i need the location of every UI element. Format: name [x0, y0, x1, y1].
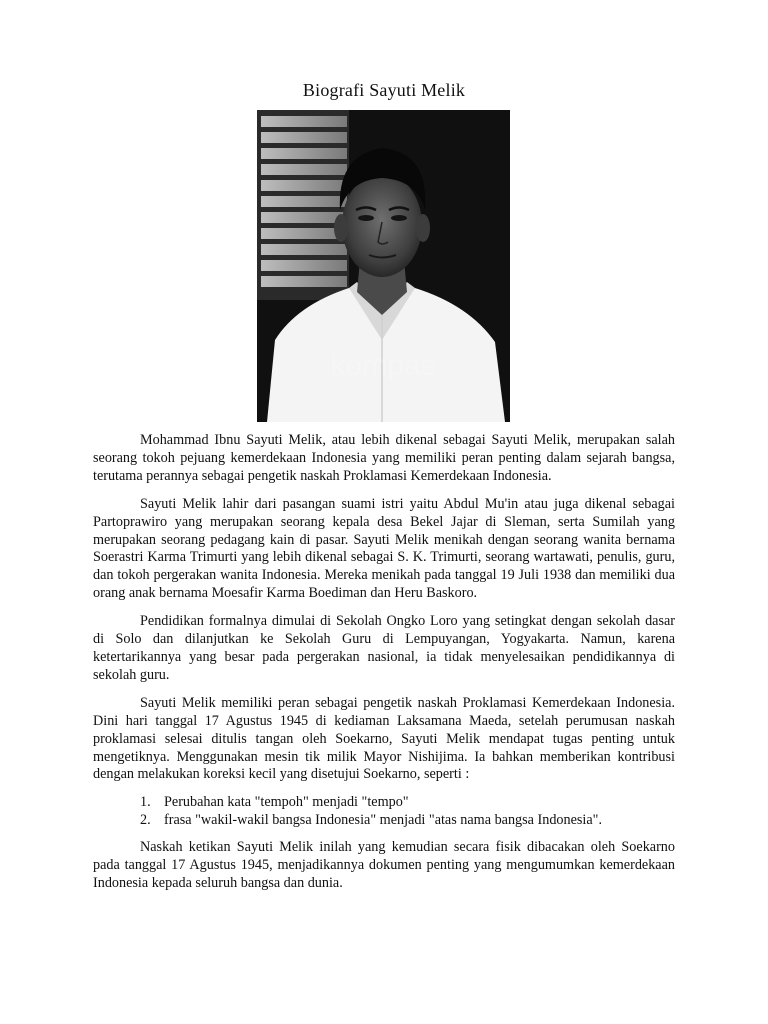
- list-item: [140, 794, 675, 812]
- paragraph-education: Pendidikan formalnya dimulai di Sekolah Ongko Loro yang setingkat dengan sekolah dasar di Solo dan dilanjutkan ke Sekolah Guru di Lempuyangan, Yogyakarta. Namun, karena ketertarikannya yang besar pada pergerakan nasional, ia tidak menyelesaikan pendidikannya di sekolah guru.: [93, 613, 675, 683]
- page-title: Biografi Sayuti Melik: [302, 80, 466, 100]
- list-item-text: frasa "wakil-wakil bangsa Indonesia" menjadi "atas nama bangsa Indonesia".: [164, 811, 603, 828]
- list-item-number: 1.: [140, 794, 151, 811]
- portrait-photo: [257, 110, 510, 422]
- shutter-slats: [261, 116, 347, 287]
- paragraph-family: Sayuti Melik lahir dari pasangan suami istri yaitu Abdul Mu'in atau juga dikenal sebagai Partoprawiro yang merupakan seorang kepala desa Bekel Jajar di Sleman, serta Sumilah yang merupakan seorang pedagang kain di pasar. Sayuti Melik menikah dengan seorang wanita bernama Soerastri Karma Trimurti yang lebih dikenal sebagai S. K. Trimurti, seorang wartawati, penulis, guru, dan tokoh pergerakan wanita Indonesia. Mereka menikah pada tanggal 19 Juli 1938 dan memiliki dua orang anak bernama Moesafir Karma Boediman dan Heru Baskoro.: [93, 495, 675, 602]
- paragraph-intro: Mohammad Ibnu Sayuti Melik, atau lebih dikenal sebagai Sayuti Melik, merupakan salah seorang tokoh pejuang kemerdekaan Indonesia yang memiliki peran penting dalam sejarah bangsa, terutama perannya sebagai pengetik naskah Proklamasi Kemerdekaan Indonesia.: [93, 432, 675, 484]
- body-text: [93, 432, 675, 903]
- paragraph-role: Sayuti Melik memiliki peran sebagai pengetik naskah Proklamasi Kemerdekaan Indonesia. Dini hari tanggal 17 Agustus 1945 di kediaman Laksamana Maeda, setelah perumusan naskah proklamasi selesai ditulis tangan oleh Soekarno, Sayuti Melik mendapat tugas penting untuk mengetiknya. Menggunakan mesin tik milik Mayor Nishijima. Ia bahkan memberikan kontribusi dengan melakukan koreksi kecil yang disetujui Soekarno, seperti :: [93, 694, 675, 783]
- corrections-list: [93, 794, 675, 829]
- list-item: [140, 812, 675, 830]
- portrait-illustration: [257, 110, 510, 422]
- paragraph-conclusion: Naskah ketikan Sayuti Melik inilah yang kemudian secara fisik dibacakan oleh Soekarno pada tanggal 17 Agustus 1945, menjadikannya dokumen penting yang mengumumkan kemerdekaan Indonesia kepada seluruh bangsa dan dunia.: [93, 839, 675, 892]
- list-item-text: Perubahan kata "tempoh" menjadi "tempo": [164, 794, 409, 811]
- watermark-text: kompas: [330, 349, 436, 382]
- list-item-number: 2.: [140, 811, 151, 828]
